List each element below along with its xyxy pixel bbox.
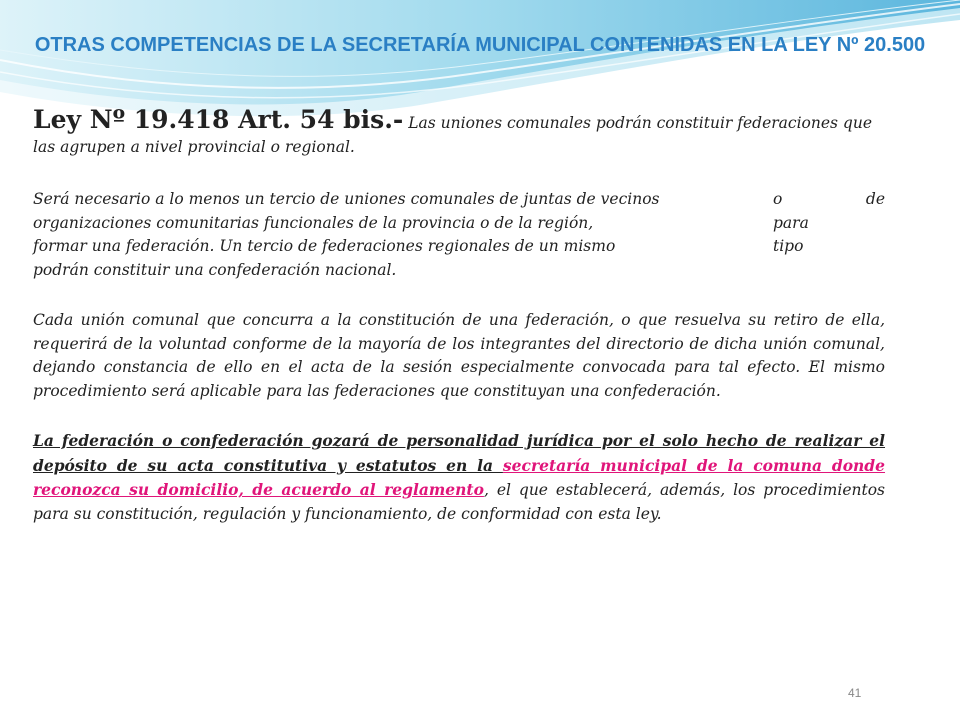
highlighted-secretaria-municipal: secretaría municipal de la comuna donde reconozca su domicilio, de acuerdo al reglamento bbox=[33, 455, 886, 499]
req-line-4: podrán constituir una confederación nacional. bbox=[33, 260, 397, 279]
req-line-3: formar una federación. Un tercio de federaciones regionales de un mismo bbox=[33, 237, 616, 255]
slide-title: OTRAS COMPETENCIAS DE LA SECRETARÍA MUNICIPAL CONTENIDAS EN LA LEY Nº 20.500 bbox=[34, 34, 926, 56]
paragraph-union-withdrawal: Cada unión comunal que concurra a la constitución de una federación, o que resuelva su retiro de ella, requerirá de la voluntad conforme de la mayoría de los integrantes del directorio de dicha unión comunal, dejando constancia de ello en el acta de la sesión especialmente convocada para tal efecto. El mismo procedimiento será aplicable para las federaciones que constituyan una confederación. bbox=[33, 311, 885, 400]
req-line-1-word-o: o bbox=[773, 190, 783, 208]
page-number: 41 bbox=[848, 686, 862, 700]
req-line-2: organizaciones comunitarias funcionales de la provincia o de la región, bbox=[33, 213, 594, 232]
law-intro-text: Las uniones comunales podrán constituir federaciones que las agrupen a nivel provincial o regional. bbox=[33, 114, 872, 156]
paragraph-federation-requirement bbox=[33, 188, 885, 282]
paragraph-law-intro bbox=[33, 105, 885, 159]
req-line-1-word-de: de bbox=[865, 190, 885, 208]
underlined-statement: La federación o confederación gozará de personalidad jurídica por el solo hecho de realizar el depósito de su acta constitutiva y estatutos en la bbox=[33, 431, 885, 475]
law-reference: Ley Nº 19.418 Art. 54 bis.- bbox=[33, 105, 404, 134]
slide-body bbox=[33, 105, 886, 526]
req-line-2-word-para: para bbox=[773, 213, 809, 232]
req-line-1: Será necesario a lo menos un tercio de uniones comunales de juntas de vecinos bbox=[33, 190, 660, 208]
paragraph-legal-personality bbox=[33, 429, 885, 526]
legal-personality-rest: , el que establecerá, además, los procedimientos para su constitución, regulación y funcionamiento, de conformidad con esta ley. bbox=[33, 481, 885, 523]
req-line-3-word-tipo: tipo bbox=[773, 237, 804, 255]
